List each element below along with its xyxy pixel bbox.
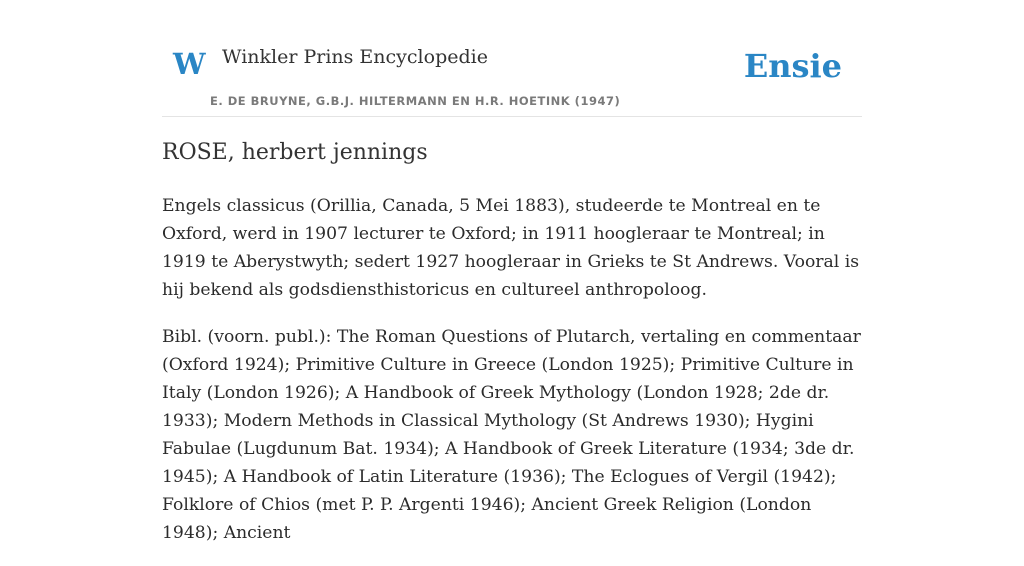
ensie-logo[interactable]: Ensie <box>743 47 842 85</box>
site-header <box>162 0 862 117</box>
winkler-prins-logo[interactable]: W <box>173 47 206 81</box>
entry-paragraph: Engels classicus (Orillia, Canada, 5 Mei 1883), studeerde te Montreal en te Oxford, werd in 1907 lecturer te Oxford; in 1911 hoogleraar te Montreal; in 1919 te Aberystwyth; sedert 1927 hoogleraar in Grieks te St Andrews. Vooral is hij bekend als godsdiensthistoricus en cultureel anthropoloog. <box>162 196 860 300</box>
entry-paragraph-bibliography: Bibl. (voorn. publ.): The Roman Questions of Plutarch, vertaling en commentaar (Oxford 1924); Primitive Culture in Greece (London 1925); Primitive Culture in Italy (London 1926); A Handbook of Greek Mythology (London 1928; 2de dr. 1933); Modern Methods in Classical Mythology (St Andrews 1930); Hygini Fabulae (Lugdunum Bat. 1934); A Handbook of Greek Literature (1934; 3de dr. 1945); A Handbook of Latin Literature (1936); The Eclogues of Vergil (1942); Folklore of Chios (met P. P. Argenti 1946); Ancient Greek Religion (London 1948); Ancient <box>162 327 861 543</box>
page-container <box>162 0 862 543</box>
entry-body <box>162 192 862 566</box>
site-title[interactable]: Winkler Prins Encyclopedie <box>222 46 488 68</box>
entry-title: ROSE, herbert jennings <box>162 140 428 165</box>
authors-byline: E. DE BRUYNE, G.B.J. HILTERMANN EN H.R. HOETINK (1947) <box>210 94 621 108</box>
